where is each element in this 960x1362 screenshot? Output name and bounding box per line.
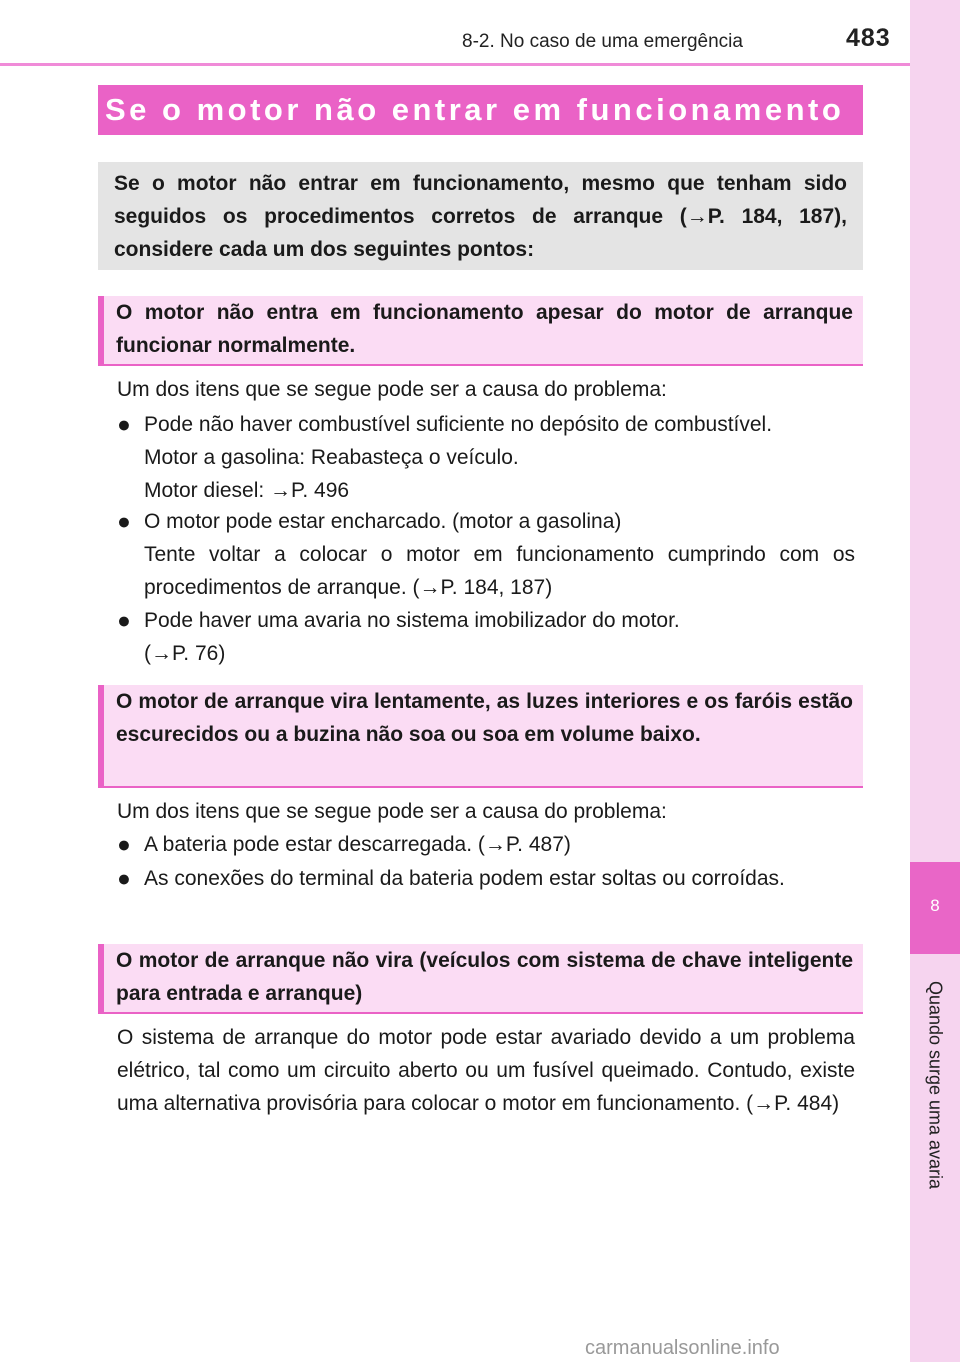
bullet-icon: ● [117,865,131,891]
bullet-text: O motor pode estar encharcado. (motor a gasolina) [144,510,622,533]
bullet-text: As conexões do terminal da bateria podem estar soltas ou corroídas. [144,867,785,890]
section-heading-3: O motor de arranque não vira (veículos com sistema de chave inteligente para entrada e arranque) [98,944,863,1014]
bullet-subtext: Motor diesel: →P. 496 [144,479,350,502]
bullet-icon: ● [117,508,131,534]
running-header-section: 8-2. No caso de uma emergência [462,31,743,52]
page-title: Se o motor não entrar em funcionamento [98,85,863,135]
section-1-lead: Um dos itens que se segue pode ser a causa do problema: [117,378,667,401]
list-item [117,408,855,507]
list-item [117,604,855,670]
bullet-subtext: Motor a gasolina: Reabasteça o veículo. [144,446,519,469]
bullet-text: Pode não haver combustível suficiente no depósito de combustível. [144,413,773,436]
chapter-number: 8 [930,896,940,915]
bullet-text: A bateria pode estar descarregada. (→P. 487) [144,833,571,856]
section-heading-1: O motor não entra em funcionamento apesar do motor de arranque funcionar normalmente. [98,296,863,366]
chapter-title-vertical: Quando surge uma avaria [925,980,946,1190]
bullet-icon: ● [117,607,131,633]
list-item [117,862,855,895]
section-2-lead: Um dos itens que se segue pode ser a causa do problema: [117,800,667,823]
header-divider [0,63,910,66]
bullet-subtext: Tente voltar a colocar o motor em funcionamento cumprindo com os procedimentos de arranque. (→P. 184, 187) [144,543,855,599]
bullet-text: Pode haver uma avaria no sistema imobilizador do motor. [144,609,680,632]
bullet-icon: ● [117,411,131,437]
page-number: 483 [846,24,891,52]
bullet-icon: ● [117,831,131,857]
bullet-subtext: (→P. 76) [144,642,226,665]
list-item [117,828,855,861]
section-heading-2: O motor de arranque vira lentamente, as luzes interiores e os faróis estão escurecidos ou a buzina não soa ou soa em volume baixo. [98,685,863,788]
intro-summary: Se o motor não entrar em funcionamento, mesmo que tenham sido seguidos os procedimentos corretos de arranque (→P. 184, 187), considere cada um dos seguintes pontos: [98,162,863,270]
list-item [117,505,855,604]
section-3-body: O sistema de arranque do motor pode estar avariado devido a um problema elétrico, tal como um circuito aberto ou um fusível queimado. Contudo, existe uma alternativa provisória para colocar o motor em funcionamento. (→P. 484) [117,1026,855,1115]
watermark: carmanualsonline.info [585,1337,780,1359]
